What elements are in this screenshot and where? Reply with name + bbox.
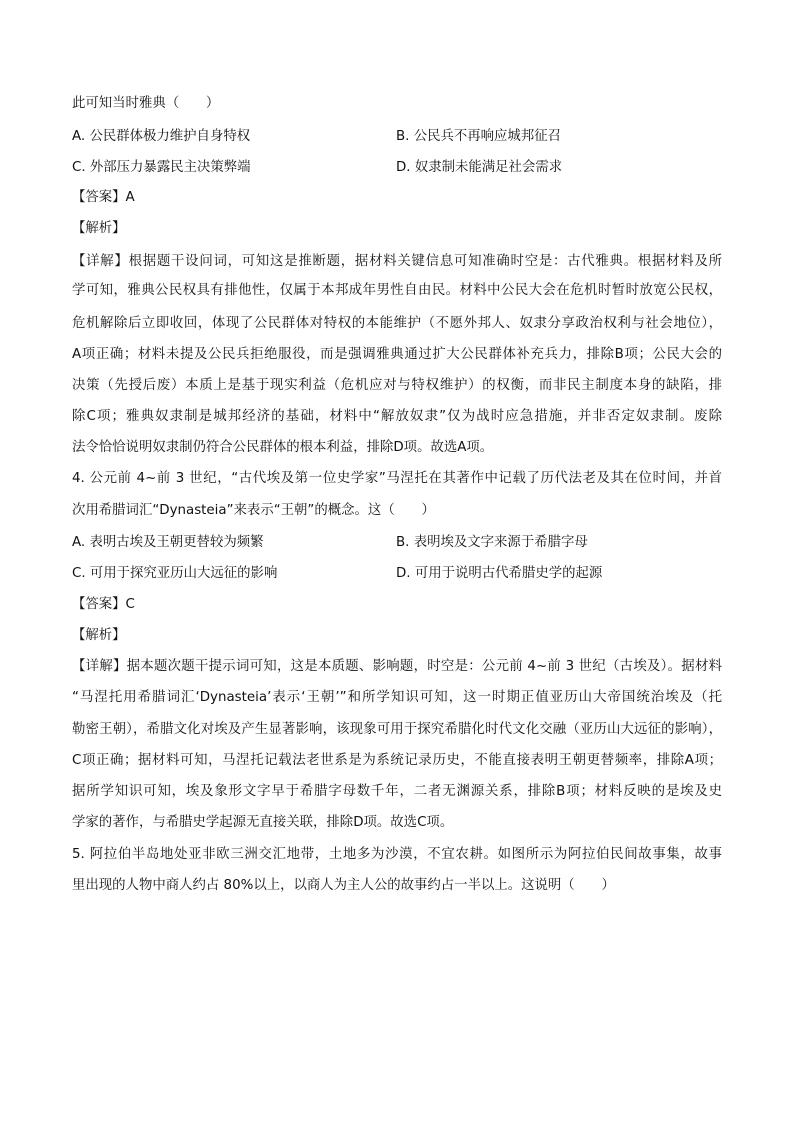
question-4-option-d: D. 可用于说明古代希腊史学的起源: [396, 566, 603, 581]
question-3-answer: 【答案】A: [72, 190, 135, 205]
question-5-stem-line: 5. 阿拉伯半岛地处亚非欧三洲交汇地带，土地多为沙漠，不宜农耕。如图所示为阿拉伯民间故事集，故事: [72, 847, 722, 862]
question-3-explanation-line: 危机解除后立即收回，体现了公民群体对特权的本能维护（不愿外邦人、奴隶分享政治权利与社会地位），: [72, 316, 722, 331]
question-3-explanation-line: A项正确；材料未提及公民兵拒绝服役，而是强调雅典通过扩大公民群体补充兵力，排除B项；公民大会的: [72, 347, 722, 362]
question-3-explanation-line: 【详解】根据题干设问词，可知这是推断题，据材料关键信息可知准确时空是：古代雅典。根据材料及所: [72, 254, 722, 269]
question-4-option-b: B. 表明埃及文字来源于希腊字母: [396, 535, 588, 550]
question-4-stem-line: 4. 公元前 4~前 3 世纪，“古代埃及第一位史学家”马涅托在其著作中记载了历代法老及其在位时间，并首: [72, 471, 722, 486]
question-4-option-c: C. 可用于探究亚历山大远征的影响: [72, 566, 278, 581]
question-3-explanation-line: 学可知，雅典公民权具有排他性，仅属于本邦成年男性自由民。材料中公民大会在危机时暂时放宽公民权，: [72, 283, 722, 298]
question-3-option-a: A. 公民群体极力维护自身特权: [72, 129, 251, 144]
question-3-option-b: B. 公民兵不再响应城邦征召: [396, 129, 561, 144]
question-3-explanation-line: 决策（先授后废）本质上是基于现实利益（危机应对与特权维护）的权衡，而非民主制度本身的缺陷，排: [72, 378, 722, 393]
question-3-stem-tail: 此可知当时雅典（ ）: [72, 96, 220, 111]
question-3-option-d: D. 奴隶制未能满足社会需求: [396, 160, 563, 175]
question-3-explanation-line: 除C项；雅典奴隶制是城邦经济的基础，材料中“解放奴隶”仅为战时应急措施，并非否定奴隶制。废除: [72, 409, 722, 424]
question-4-explanation-line: 勒密王朝），希腊文化对埃及产生显著影响，该现象可用于探究希腊化时代文化交融（亚历山大远征的影响），: [72, 722, 722, 737]
question-5-stem-line: 里出现的人物中商人约占 80%以上，以商人为主人公的故事约占一半以上。这说明（ ）: [72, 878, 615, 893]
question-4-stem-line: 次用希腊词汇“Dynasteia”来表示“王朝”的概念。这（ ）: [72, 503, 435, 518]
question-4-answer: 【答案】C: [72, 597, 135, 612]
question-4-explanation-line: “马涅托用希腊词汇‘Dynasteia’表示‘王朝’”和所学知识可知，这一时期正值亚历山大帝国统治埃及（托: [72, 690, 722, 705]
question-4-option-a: A. 表明古埃及王朝更替较为频繁: [72, 535, 264, 550]
question-4-explanation-line: 【详解】据本题次题干提示词可知，这是本质题、影响题，时空是：公元前 4~前 3 世纪（古埃及）。据材料: [72, 659, 722, 674]
question-4-analysis-label: 【解析】: [72, 628, 126, 643]
question-3-explanation-line: 法令恰恰说明奴隶制仍符合公民群体的根本利益，排除D项。故选A项。: [72, 440, 494, 455]
question-4-explanation-line: C项正确；据材料可知，马涅托记载法老世系是为系统记录历史，不能直接表明王朝更替频率，排除A项；: [72, 753, 722, 768]
question-4-explanation-line: 学家的著作，与希腊史学起源无直接关联，排除D项。故选C项。: [72, 815, 454, 830]
question-3-option-c: C. 外部压力暴露民主决策弊端: [72, 160, 251, 175]
question-4-explanation-line: 据所学知识可知，埃及象形文字早于希腊字母数千年，二者无渊源关系，排除B项；材料反映的是埃及史: [72, 784, 722, 799]
question-3-analysis-label: 【解析】: [72, 221, 126, 236]
